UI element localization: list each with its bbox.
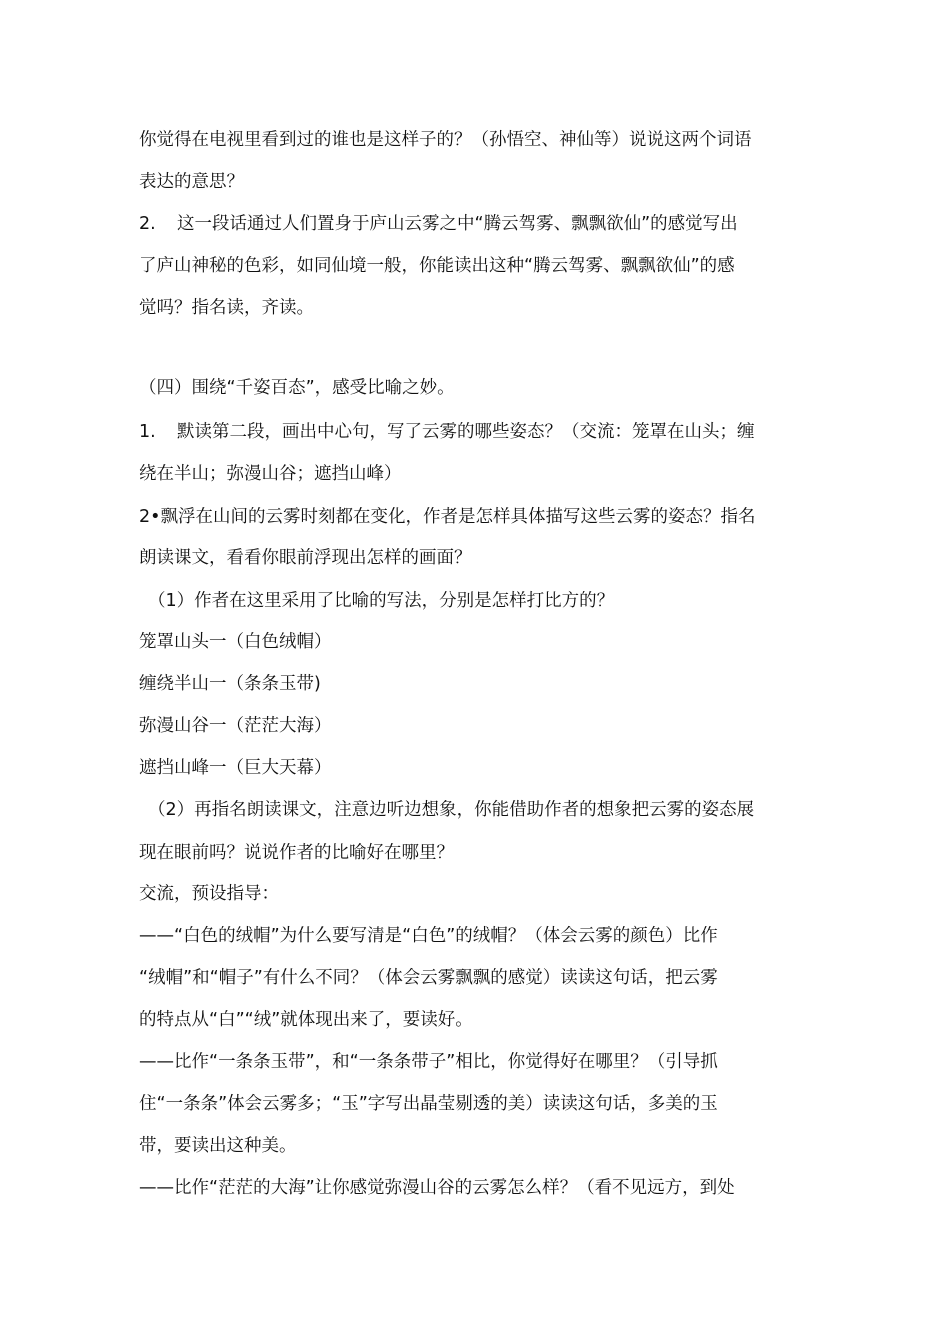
text-line: 弥漫山谷一（茫茫大海） xyxy=(139,716,332,736)
text-line: 交流，预设指导： xyxy=(139,884,279,904)
text-line: 的特点从“白”“绒”就体现出来了，要读好。 xyxy=(139,1010,473,1030)
text-line: ——比作“茫茫的大海”让你感觉弥漫山谷的云雾怎么样？（看不见远方，到处 xyxy=(139,1178,735,1198)
text-line: 笼罩山头一（白色绒帽） xyxy=(139,632,332,652)
text-line: 表达的意思？ xyxy=(139,172,244,192)
text-line: 缠绕半山一（条条玉带) xyxy=(139,674,321,694)
text-line: 现在眼前吗？说说作者的比喻好在哪里？ xyxy=(139,843,454,863)
text-line: （2）再指名朗读课文，注意边听边想象，你能借助作者的想象把云雾的姿态展 xyxy=(148,800,755,820)
text-line: ——比作“一条条玉带”，和“一条条带子”相比，你觉得好在哪里？（引导抓 xyxy=(139,1052,718,1072)
text-line: 你觉得在电视里看到过的谁也是这样子的？（孙悟空、神仙等）说说这两个词语 xyxy=(139,130,752,150)
numbered-line xyxy=(139,420,755,444)
text-line: 这一段话通过人们置身于庐山云雾之中“腾云驾雾、飘飘欲仙”的感觉写出 xyxy=(177,214,738,234)
list-number: 2. xyxy=(139,214,156,234)
numbered-line xyxy=(139,212,738,236)
text-line: 绕在半山；弥漫山谷；遮挡山峰） xyxy=(139,464,402,484)
text-line: 遮挡山峰一（巨大天幕） xyxy=(139,758,332,778)
text-line: 2•飘浮在山间的云雾时刻都在变化，作者是怎样具体描写这些云雾的姿态？指名 xyxy=(139,507,756,527)
text-line: （1）作者在这里采用了比喻的写法，分别是怎样打比方的？ xyxy=(148,591,615,611)
text-line: 默读第二段，画出中心句，写了云雾的哪些姿态？（交流：笼罩在山头；缠 xyxy=(177,422,755,442)
text-line: 了庐山神秘的色彩，如同仙境一般，你能读出这种“腾云驾雾、飘飘欲仙”的感 xyxy=(139,256,735,276)
text-line: “绒帽”和“帽子”有什么不同？（体会云雾飘飘的感觉）读读这句话，把云雾 xyxy=(139,968,718,988)
text-line: 住“一条条”体会云雾多；“玉”字写出晶莹剔透的美）读读这句话，多美的玉 xyxy=(139,1094,718,1114)
section-heading: （四）围绕“千姿百态”，感受比喻之妙。 xyxy=(139,378,455,398)
list-number: 1. xyxy=(139,422,156,442)
text-line: 觉吗？指名读，齐读。 xyxy=(139,298,314,318)
text-line: 带，要读出这种美。 xyxy=(139,1136,297,1156)
text-line: 朗读课文，看看你眼前浮现出怎样的画面？ xyxy=(139,548,472,568)
text-line: ——“白色的绒帽”为什么要写清是“白色”的绒帽？（体会云雾的颜色）比作 xyxy=(139,926,718,946)
